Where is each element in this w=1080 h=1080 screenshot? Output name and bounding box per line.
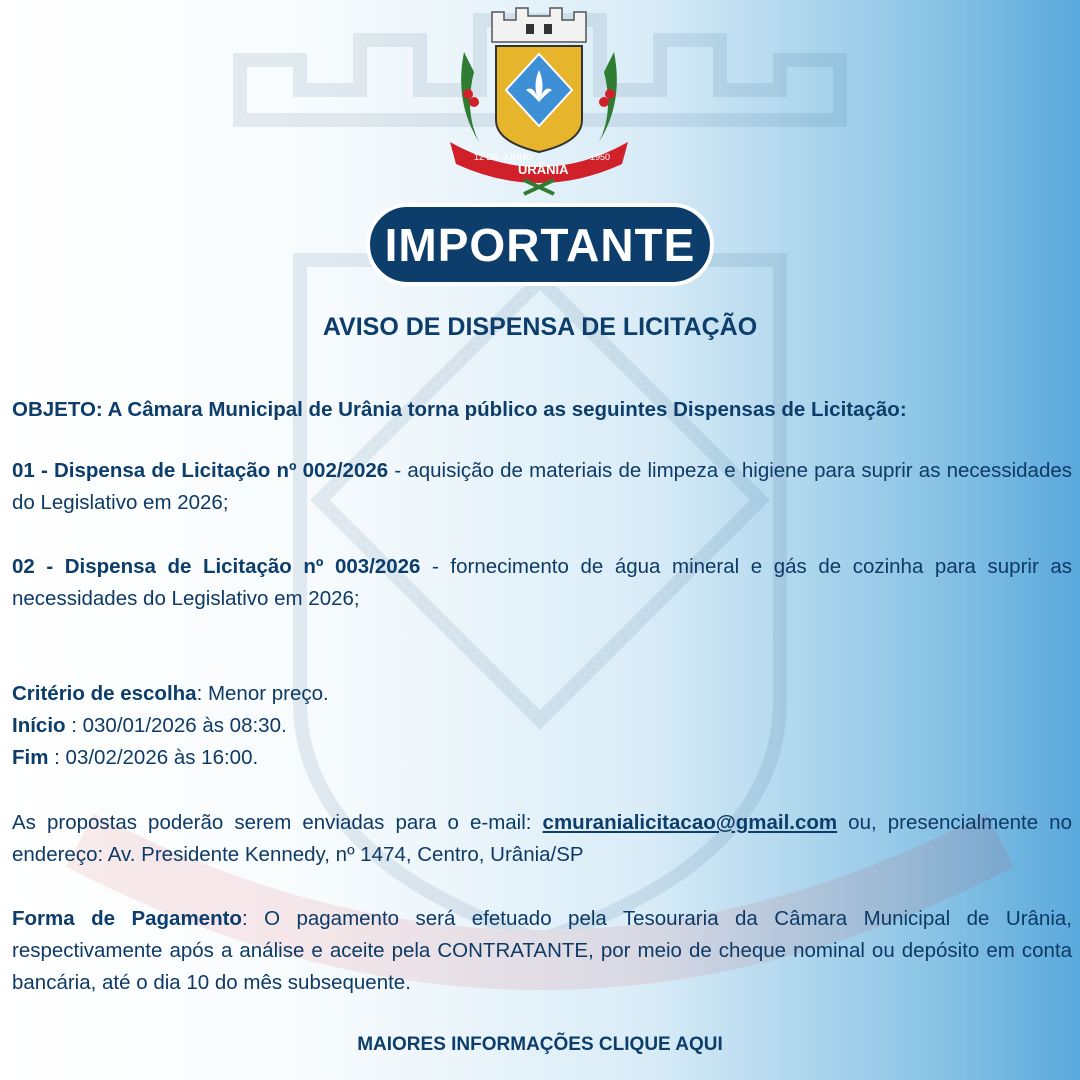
inicio-label: Início: [12, 714, 66, 737]
fim-value: : 03/02/2026 às 16:00.: [48, 746, 259, 769]
criterio-value: : Menor preço.: [196, 682, 329, 705]
objeto-text: OBJETO: A Câmara Municipal de Urânia torna público as seguintes Dispensas de Licitação:: [12, 398, 907, 421]
fim-label: Fim: [12, 746, 49, 769]
propostas-paragraph: [12, 807, 1072, 871]
item-2-text: - fornecimento de água mineral e gás de cozinha para suprir as necessidades do Legislativo em 2026;: [12, 555, 1072, 610]
inicio-value: : 030/01/2026 às 08:30.: [65, 714, 287, 737]
ribbon-left-text: 12 DE JUNHO: [474, 152, 533, 162]
criterio-label: Critério de escolha: [12, 682, 197, 705]
item-2: [12, 551, 1072, 615]
ribbon-right-text: 1950: [590, 152, 611, 162]
shield-icon: [496, 46, 582, 152]
ribbon-center-text: URÂNIA: [518, 162, 569, 177]
pagamento-label: Forma de Pagamento: [12, 907, 242, 930]
page-title: AVISO DE DISPENSA DE LICITAÇÃO: [322, 313, 758, 341]
criteria-block: [12, 678, 1072, 774]
email-link[interactable]: cmuranialicitacao@gmail.com: [542, 811, 838, 834]
item-1: [12, 455, 1072, 519]
pagamento-text: : O pagamento será efetuado pela Tesouraria da Câmara Municipal de Urânia, respectivamente após a análise e aceite pela CONTRATANTE, por meio de cheque nominal ou depósito em conta bancária, até o dia 10 do mês subsequente.: [12, 907, 1072, 994]
pagamento-paragraph: [12, 903, 1072, 999]
propostas-suffix: ou, presencialmente no endereço: Av. Presidente Kennedy, nº 1474, Centro, Urânia/SP: [12, 811, 1072, 866]
item-1-text: - aquisição de materiais de limpeza e higiene para suprir as necessidades do Legislativo em 2026;: [12, 459, 1072, 514]
castle-crown-icon: [492, 8, 586, 42]
propostas-prefix: As propostas poderão serem enviadas para o e-mail:: [12, 811, 543, 834]
item-1-label: 01 - Dispensa de Licitação nº 002/2026: [12, 459, 389, 482]
important-badge: [366, 203, 714, 286]
important-badge-label: IMPORTANTE: [384, 218, 696, 271]
objeto-paragraph: [12, 394, 1072, 426]
more-info-link[interactable]: MAIORES INFORMAÇÕES CLIQUE AQUI: [357, 1034, 723, 1055]
item-2-label: 02 - Dispensa de Licitação nº 003/2026: [12, 555, 421, 578]
coat-of-arms: [444, 2, 634, 198]
